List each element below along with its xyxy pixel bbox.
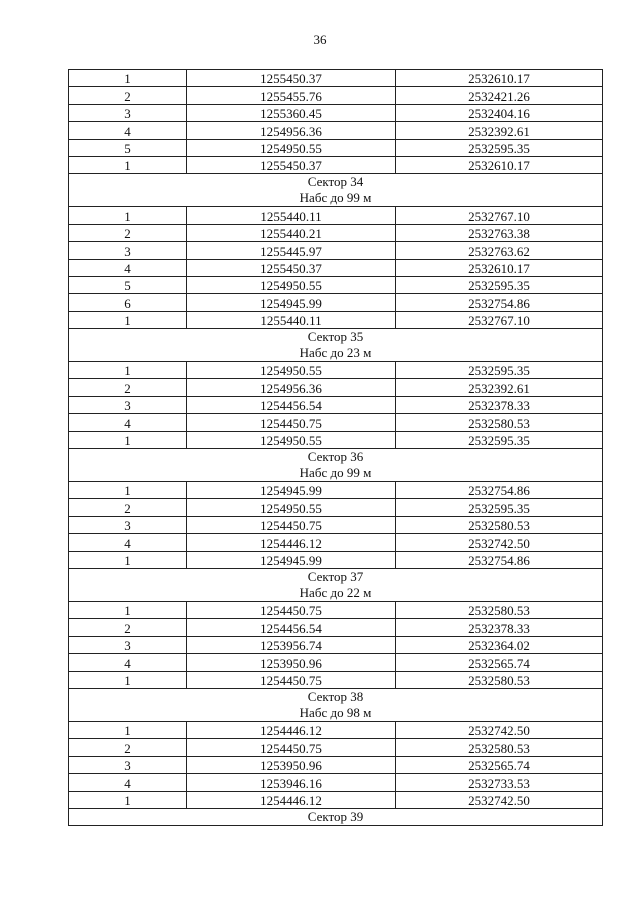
sector-header-cell: [69, 174, 603, 207]
point-number-cell: 2: [69, 619, 187, 636]
table-row: [69, 431, 603, 448]
y-coordinate-cell: 2532392.61: [396, 379, 603, 396]
point-number-cell: 3: [69, 756, 187, 773]
point-number-cell: 1: [69, 431, 187, 448]
sector-header-row: [69, 329, 603, 362]
point-number-cell: 1: [69, 721, 187, 738]
table-row: [69, 156, 603, 173]
table-row: [69, 756, 603, 773]
coordinates-table-body: [69, 70, 603, 826]
table-row: [69, 739, 603, 756]
point-number-cell: 1: [69, 362, 187, 379]
y-coordinate-cell: 2532742.50: [396, 791, 603, 808]
table-row: [69, 139, 603, 156]
x-coordinate-cell: 1254950.55: [187, 276, 396, 293]
point-number-cell: 5: [69, 276, 187, 293]
table-row: [69, 551, 603, 568]
sector-title: Сектор 35: [307, 329, 364, 345]
table-row: [69, 721, 603, 738]
point-number-cell: 1: [69, 671, 187, 688]
table-row: [69, 654, 603, 671]
x-coordinate-cell: 1255455.76: [187, 87, 396, 104]
x-coordinate-cell: 1255360.45: [187, 104, 396, 121]
sector-title: Сектор 34: [307, 174, 364, 190]
point-number-cell: 2: [69, 739, 187, 756]
table-row: [69, 294, 603, 311]
x-coordinate-cell: 1254446.12: [187, 721, 396, 738]
x-coordinate-cell: 1255450.37: [187, 259, 396, 276]
y-coordinate-cell: 2532580.53: [396, 601, 603, 618]
table-row: [69, 774, 603, 791]
x-coordinate-cell: 1253956.74: [187, 636, 396, 653]
sector-header-row: [69, 808, 603, 825]
x-coordinate-cell: 1255440.11: [187, 311, 396, 328]
point-number-cell: 1: [69, 601, 187, 618]
table-row: [69, 122, 603, 139]
table-row: [69, 242, 603, 259]
sector-title: Сектор 38: [307, 688, 364, 704]
table-row: [69, 619, 603, 636]
sector-title: Сектор 39: [307, 809, 364, 825]
y-coordinate-cell: 2532364.02: [396, 636, 603, 653]
point-number-cell: 4: [69, 654, 187, 671]
x-coordinate-cell: 1254450.75: [187, 414, 396, 431]
y-coordinate-cell: 2532742.50: [396, 721, 603, 738]
sector-height-limit: Набс до 22 м: [299, 584, 372, 600]
x-coordinate-cell: 1254956.36: [187, 122, 396, 139]
x-coordinate-cell: 1254950.55: [187, 139, 396, 156]
point-number-cell: 5: [69, 139, 187, 156]
x-coordinate-cell: 1254945.99: [187, 551, 396, 568]
table-row: [69, 534, 603, 551]
x-coordinate-cell: 1254945.99: [187, 294, 396, 311]
x-coordinate-cell: 1254446.12: [187, 534, 396, 551]
point-number-cell: 3: [69, 636, 187, 653]
y-coordinate-cell: 2532754.86: [396, 551, 603, 568]
x-coordinate-cell: 1253946.16: [187, 774, 396, 791]
y-coordinate-cell: 2532763.62: [396, 242, 603, 259]
point-number-cell: 3: [69, 516, 187, 533]
sector-header-cell: [69, 329, 603, 362]
sector-title: Сектор 36: [307, 449, 364, 465]
x-coordinate-cell: 1254450.75: [187, 516, 396, 533]
y-coordinate-cell: 2532404.16: [396, 104, 603, 121]
y-coordinate-cell: 2532595.35: [396, 431, 603, 448]
table-row: [69, 482, 603, 499]
table-row: [69, 104, 603, 121]
point-number-cell: 3: [69, 242, 187, 259]
sector-header-row: [69, 568, 603, 601]
x-coordinate-cell: 1254950.55: [187, 499, 396, 516]
y-coordinate-cell: 2532595.35: [396, 499, 603, 516]
table-row: [69, 414, 603, 431]
y-coordinate-cell: 2532421.26: [396, 87, 603, 104]
table-row: [69, 70, 603, 87]
x-coordinate-cell: 1254450.75: [187, 601, 396, 618]
sector-header-row: [69, 174, 603, 207]
y-coordinate-cell: 2532767.10: [396, 311, 603, 328]
x-coordinate-cell: 1255440.11: [187, 207, 396, 224]
point-number-cell: 4: [69, 414, 187, 431]
table-row: [69, 516, 603, 533]
y-coordinate-cell: 2532767.10: [396, 207, 603, 224]
table-row: [69, 601, 603, 618]
table-row: [69, 207, 603, 224]
x-coordinate-cell: 1254956.36: [187, 379, 396, 396]
table-row: [69, 671, 603, 688]
point-number-cell: 4: [69, 774, 187, 791]
sector-header-row: [69, 688, 603, 721]
x-coordinate-cell: 1255440.21: [187, 224, 396, 241]
point-number-cell: 1: [69, 207, 187, 224]
x-coordinate-cell: 1254456.54: [187, 619, 396, 636]
y-coordinate-cell: 2532392.61: [396, 122, 603, 139]
sector-header-row: [69, 449, 603, 482]
y-coordinate-cell: 2532565.74: [396, 756, 603, 773]
x-coordinate-cell: 1254456.54: [187, 396, 396, 413]
y-coordinate-cell: 2532378.33: [396, 396, 603, 413]
y-coordinate-cell: 2532595.35: [396, 362, 603, 379]
sector-height-limit: Набс до 98 м: [299, 704, 372, 720]
point-number-cell: 3: [69, 104, 187, 121]
table-row: [69, 224, 603, 241]
point-number-cell: 1: [69, 156, 187, 173]
y-coordinate-cell: 2532595.35: [396, 276, 603, 293]
point-number-cell: 1: [69, 482, 187, 499]
y-coordinate-cell: 2532580.53: [396, 671, 603, 688]
table-row: [69, 396, 603, 413]
y-coordinate-cell: 2532733.53: [396, 774, 603, 791]
y-coordinate-cell: 2532763.38: [396, 224, 603, 241]
x-coordinate-cell: 1254950.55: [187, 431, 396, 448]
point-number-cell: 4: [69, 122, 187, 139]
y-coordinate-cell: 2532580.53: [396, 739, 603, 756]
table-row: [69, 276, 603, 293]
point-number-cell: 4: [69, 259, 187, 276]
point-number-cell: 4: [69, 534, 187, 551]
coordinates-table: [68, 69, 603, 826]
x-coordinate-cell: 1254950.55: [187, 362, 396, 379]
y-coordinate-cell: 2532595.35: [396, 139, 603, 156]
point-number-cell: 3: [69, 396, 187, 413]
table-row: [69, 499, 603, 516]
sector-header-cell: [69, 568, 603, 601]
table-row: [69, 259, 603, 276]
table-row: [69, 636, 603, 653]
x-coordinate-cell: 1253950.96: [187, 654, 396, 671]
sector-height-limit: Набс до 99 м: [299, 190, 372, 206]
point-number-cell: 2: [69, 87, 187, 104]
point-number-cell: 1: [69, 791, 187, 808]
x-coordinate-cell: 1254446.12: [187, 791, 396, 808]
sector-header-cell: [69, 808, 603, 825]
table-row: [69, 362, 603, 379]
table-row: [69, 87, 603, 104]
x-coordinate-cell: 1255450.37: [187, 70, 396, 87]
y-coordinate-cell: 2532378.33: [396, 619, 603, 636]
sector-header-cell: [69, 688, 603, 721]
table-row: [69, 311, 603, 328]
y-coordinate-cell: 2532742.50: [396, 534, 603, 551]
page-number: 36: [313, 32, 327, 47]
y-coordinate-cell: 2532610.17: [396, 70, 603, 87]
y-coordinate-cell: 2532580.53: [396, 414, 603, 431]
y-coordinate-cell: 2532610.17: [396, 259, 603, 276]
x-coordinate-cell: 1255445.97: [187, 242, 396, 259]
point-number-cell: 6: [69, 294, 187, 311]
x-coordinate-cell: 1254450.75: [187, 739, 396, 756]
point-number-cell: 2: [69, 224, 187, 241]
x-coordinate-cell: 1254945.99: [187, 482, 396, 499]
point-number-cell: 2: [69, 499, 187, 516]
table-row: [69, 791, 603, 808]
table-row: [69, 379, 603, 396]
point-number-cell: 1: [69, 70, 187, 87]
y-coordinate-cell: 2532754.86: [396, 294, 603, 311]
y-coordinate-cell: 2532754.86: [396, 482, 603, 499]
sector-header-cell: [69, 449, 603, 482]
x-coordinate-cell: 1254450.75: [187, 671, 396, 688]
point-number-cell: 2: [69, 379, 187, 396]
sector-title: Сектор 37: [307, 568, 364, 584]
y-coordinate-cell: 2532580.53: [396, 516, 603, 533]
y-coordinate-cell: 2532565.74: [396, 654, 603, 671]
x-coordinate-cell: 1253950.96: [187, 756, 396, 773]
sector-height-limit: Набс до 99 м: [299, 465, 372, 481]
y-coordinate-cell: 2532610.17: [396, 156, 603, 173]
point-number-cell: 1: [69, 551, 187, 568]
x-coordinate-cell: 1255450.37: [187, 156, 396, 173]
sector-height-limit: Набс до 23 м: [299, 345, 372, 361]
point-number-cell: 1: [69, 311, 187, 328]
